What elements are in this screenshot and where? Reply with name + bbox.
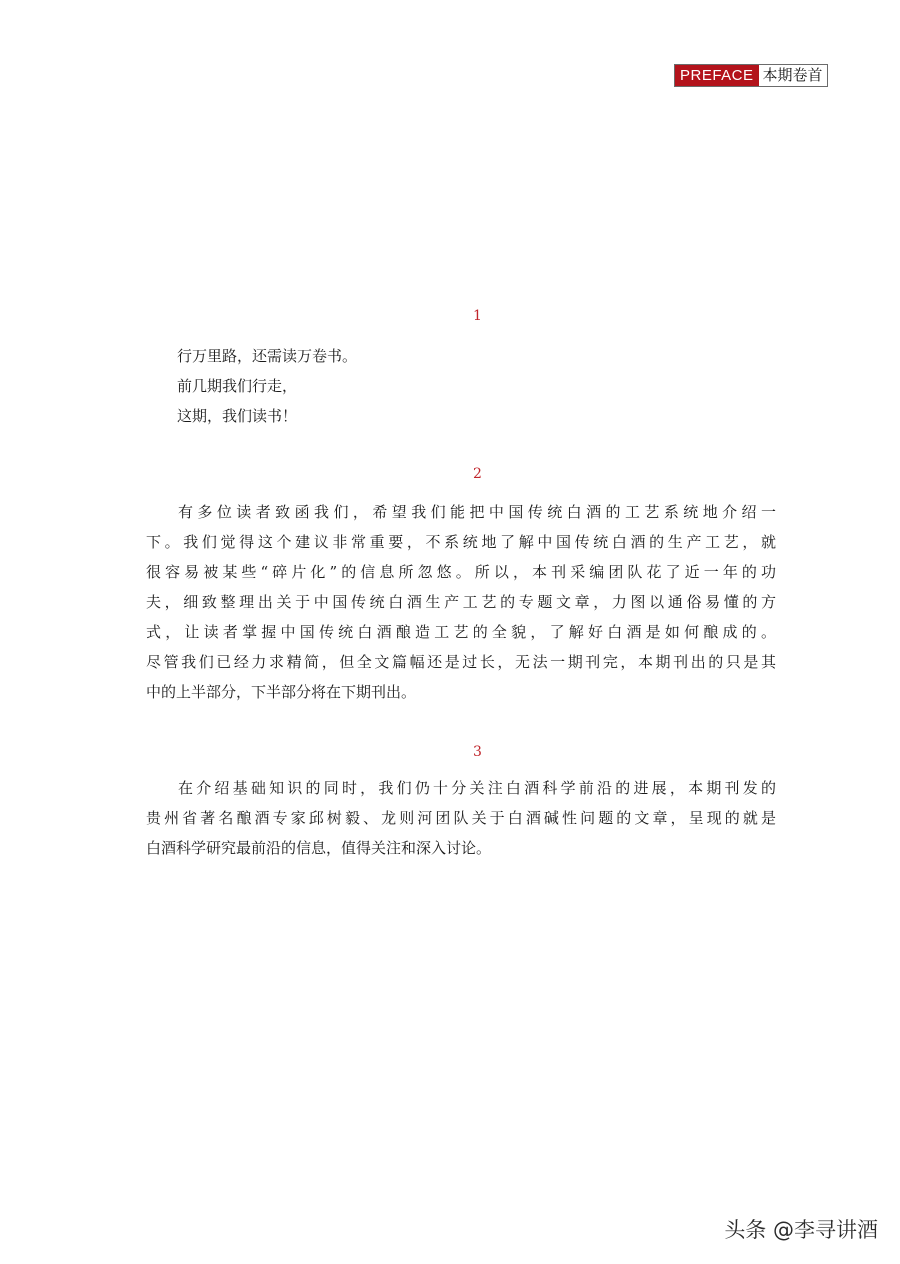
paragraph-line: 白酒科学研究最前沿的信息，值得关注和深入讨论。 — [146, 839, 492, 857]
paragraph-line: 有多位读者致函我们，希望我们能把中国传统白酒的工艺系统地介绍一 — [178, 503, 776, 521]
section-number-1: 1 — [473, 308, 482, 324]
paragraph-line: 贵州省著名酿酒专家邱树毅、龙则河团队关于白酒碱性问题的文章，呈现的就是 — [146, 809, 776, 827]
section-2-paragraph — [146, 497, 776, 707]
preface-header-tag — [674, 64, 828, 87]
source-watermark: 头条 @李寻讲酒 — [724, 1218, 878, 1242]
section-number-3: 3 — [473, 744, 482, 760]
issue-preface-label: 本期卷首 — [759, 65, 827, 86]
section-3-paragraph — [146, 773, 776, 863]
paragraph-line: 下。我们觉得这个建议非常重要，不系统地了解中国传统白酒的生产工艺，就 — [146, 533, 776, 551]
preface-label: PREFACE — [675, 65, 759, 86]
paragraph-line: 很容易被某些“碎片化”的信息所忽悠。所以，本刊采编团队花了近一年的功 — [146, 563, 776, 581]
poem-line: 前几期我们行走， — [177, 377, 298, 395]
paragraph-line: 中的上半部分，下半部分将在下期刊出。 — [146, 683, 417, 701]
poem-line: 行万里路，还需读万卷书。 — [177, 347, 358, 365]
section-number-2: 2 — [473, 466, 482, 482]
section-1-poem — [177, 341, 357, 431]
poem-line: 这期，我们读书！ — [177, 407, 298, 425]
paragraph-line: 尽管我们已经力求精简，但全文篇幅还是过长，无法一期刊完，本期刊出的只是其 — [146, 653, 776, 671]
paragraph-line: 式，让读者掌握中国传统白酒酿造工艺的全貌，了解好白酒是如何酿成的。 — [146, 623, 776, 641]
paragraph-line: 在介绍基础知识的同时，我们仍十分关注白酒科学前沿的进展，本期刊发的 — [178, 779, 776, 797]
paragraph-line: 夫，细致整理出关于中国传统白酒生产工艺的专题文章，力图以通俗易懂的方 — [146, 593, 776, 611]
